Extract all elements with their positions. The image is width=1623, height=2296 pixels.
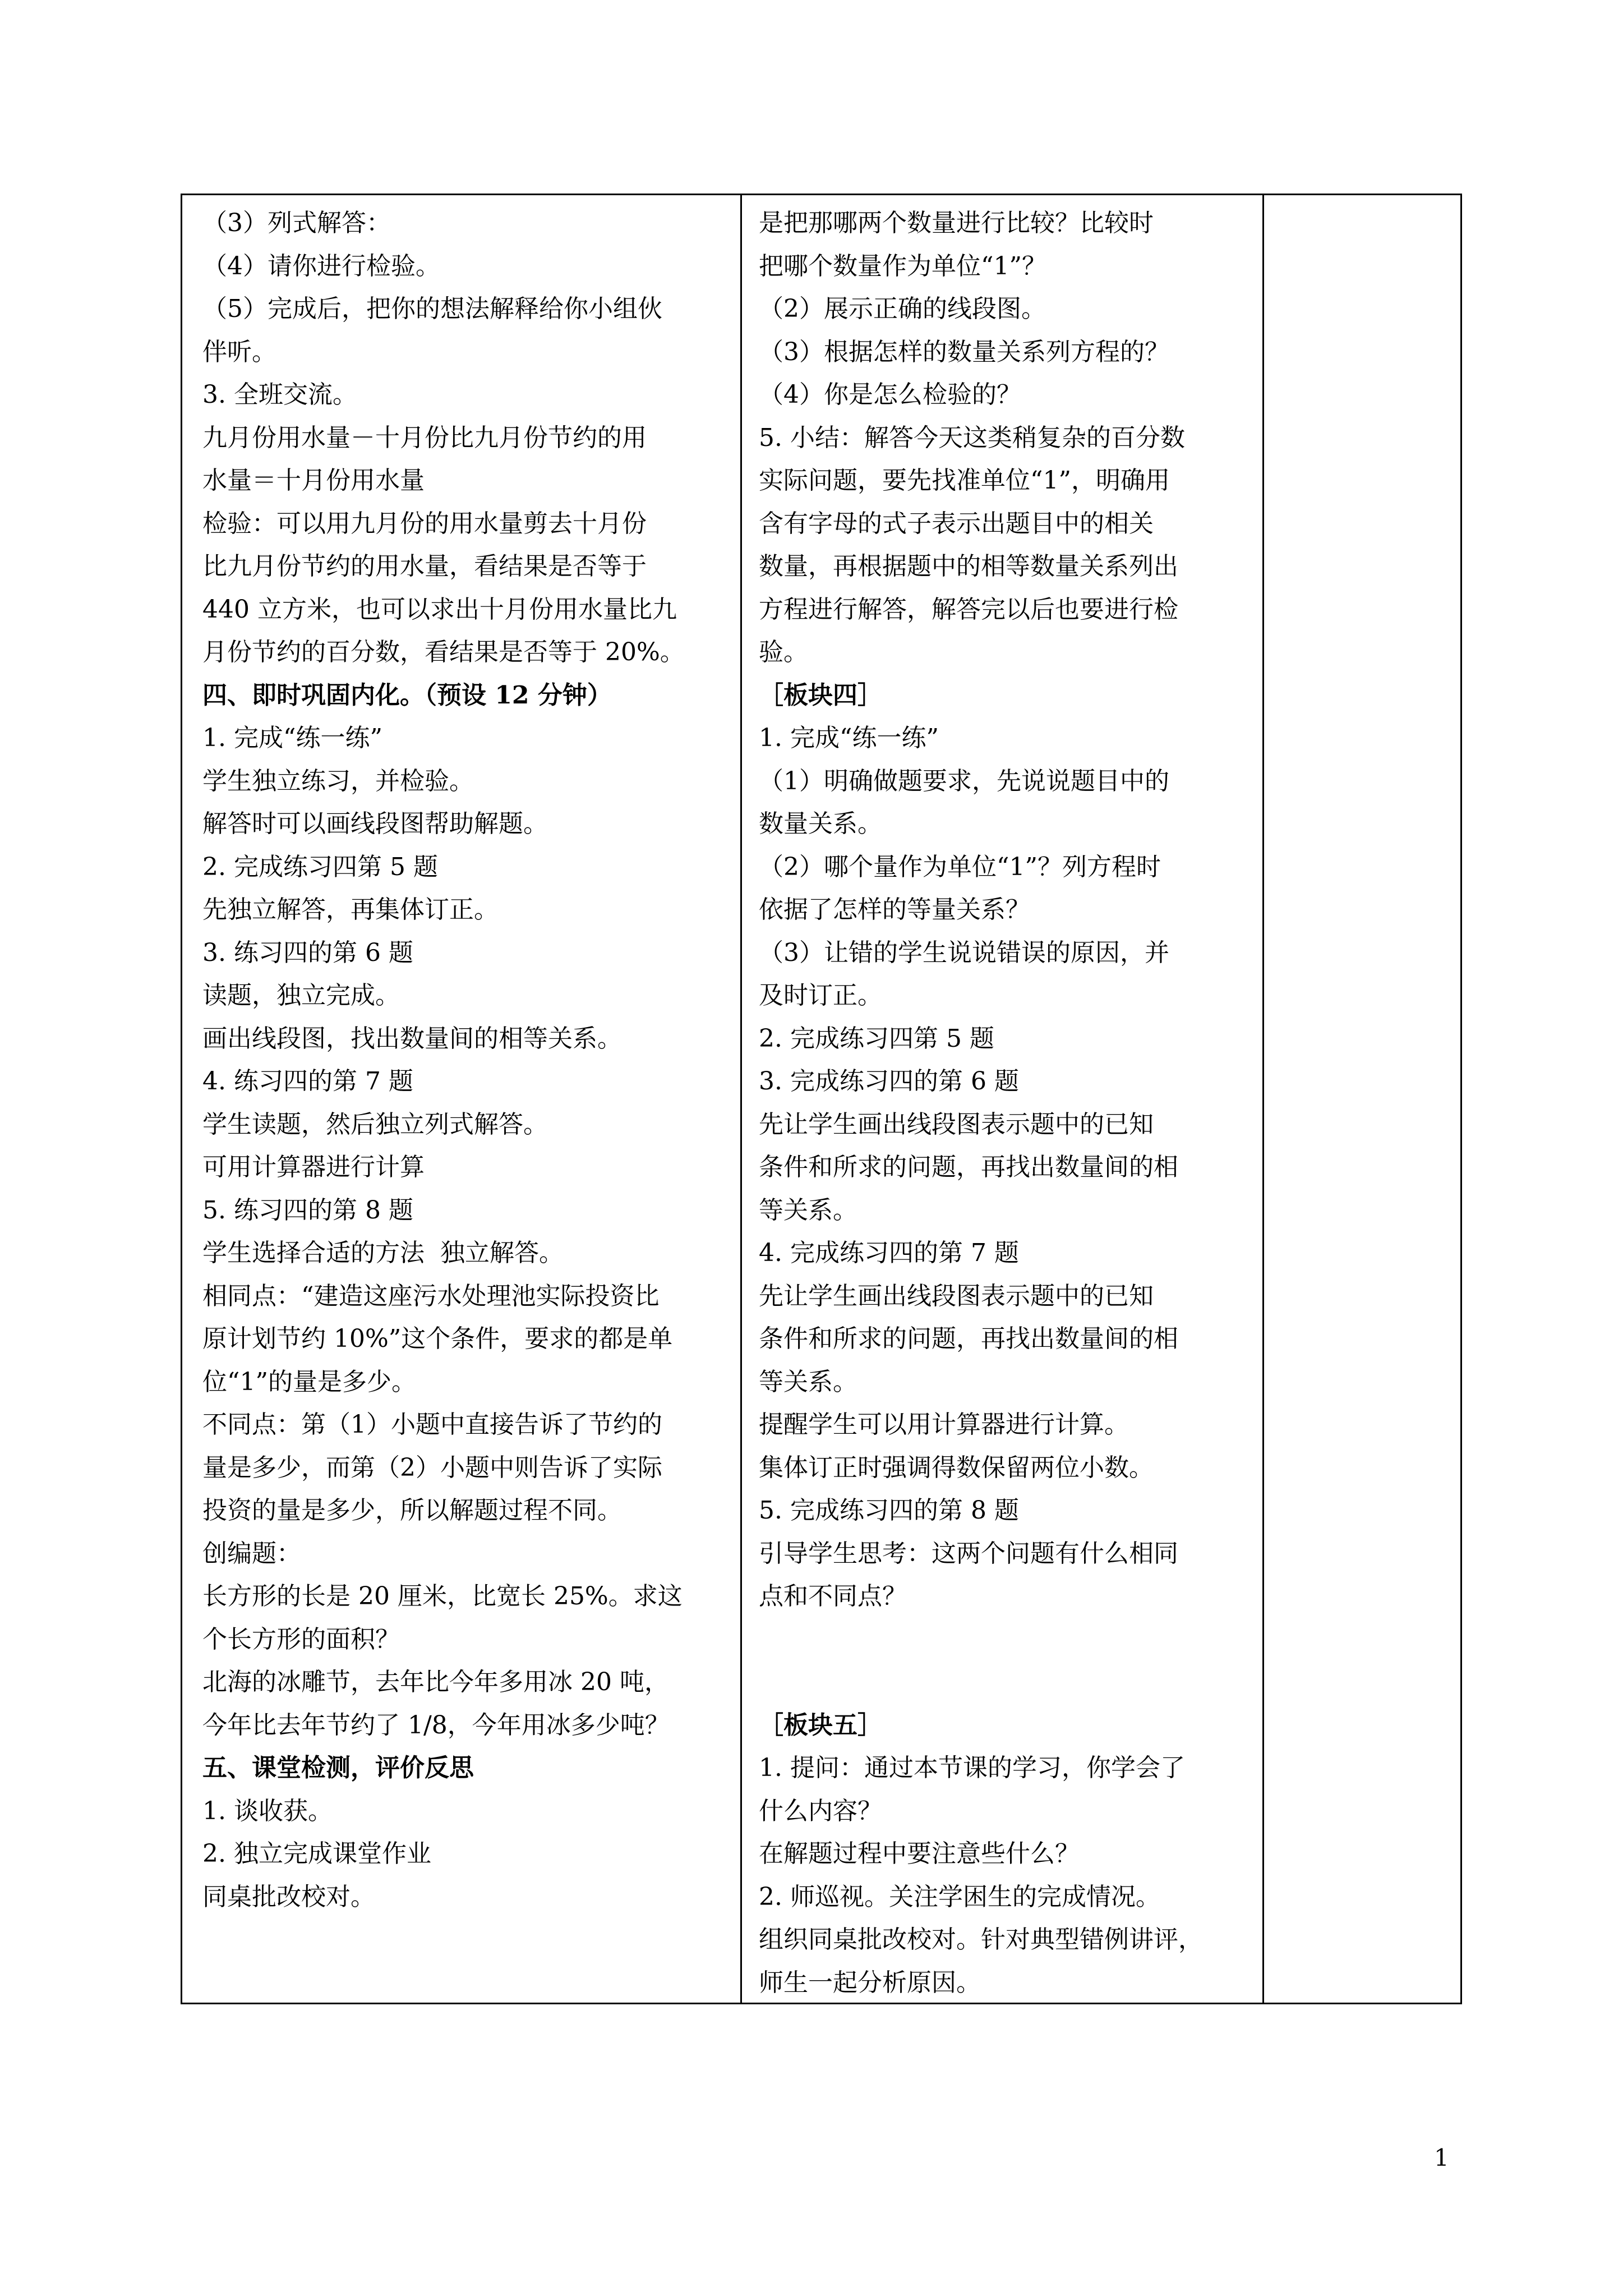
text-line: 2. 完成练习四第 5 题: [759, 1024, 994, 1053]
text-line: 条件和所求的问题，再找出数量间的相: [759, 1324, 1178, 1353]
text-line: 量是多少，而第（2）小题中则告诉了实际: [202, 1453, 662, 1482]
text-line: （5）完成后，把你的想法解释给你小组伙: [202, 295, 662, 323]
text-line: （4）你是怎么检验的？: [759, 380, 1021, 409]
page-number: 1: [1434, 2144, 1449, 2171]
text-line: ［板块五］: [759, 1710, 882, 1740]
text-line: 相同点：“建造这座污水处理池实际投资比: [202, 1281, 660, 1310]
text-line: 方程进行解答，解答完以后也要进行检: [759, 595, 1178, 624]
text-line: 提醒学生可以用计算器进行计算。: [759, 1410, 1129, 1439]
text-line: 点和不同点？: [759, 1582, 907, 1611]
text-line: 画出线段图，找出数量间的相等关系。: [202, 1024, 622, 1053]
text-line: 是把那哪两个数量进行比较？比较时: [759, 209, 1154, 237]
text-line: 学生读题，然后独立列式解答。: [202, 1110, 548, 1139]
text-line: 个长方形的面积？: [202, 1625, 400, 1654]
text-line: （4）请你进行检验。: [202, 251, 440, 280]
text-line: 440 立方米，也可以求出十月份用水量比九: [202, 595, 677, 624]
text-line: 3. 全班交流。: [202, 380, 357, 409]
text-line: 同桌批改校对。: [202, 1882, 375, 1911]
text-line: （2）展示正确的线段图。: [759, 295, 1046, 323]
text-line: 4. 练习四的第 7 题: [202, 1067, 413, 1096]
lesson-plan-table: [181, 194, 1462, 2004]
notes-column: [1264, 195, 1460, 2003]
text-line: 集体订正时强调得数保留两位小数。: [759, 1453, 1154, 1482]
text-line: 可用计算器进行计算: [202, 1153, 425, 1181]
text-line: 原计划节约 10%”这个条件，要求的都是单: [202, 1324, 673, 1353]
text-line: 先让学生画出线段图表示题中的已知: [759, 1281, 1154, 1310]
text-line: 2. 独立完成课堂作业: [202, 1839, 431, 1868]
text-line: 今年比去年节约了 1/8，今年用冰多少吨？: [202, 1710, 670, 1740]
text-line: 在解题过程中要注意些什么？: [759, 1839, 1080, 1868]
text-line: 引导学生思考：这两个问题有什么相同: [759, 1539, 1178, 1568]
text-line: 1. 完成“练一练”: [759, 724, 939, 752]
text-line: 伴听。: [202, 337, 276, 366]
text-line: 学生选择合适的方法 独立解答。: [202, 1239, 564, 1267]
text-line: 位“1”的量是多少。: [202, 1367, 416, 1396]
text-line: 验。: [759, 638, 808, 666]
text-line: 5. 练习四的第 8 题: [202, 1195, 413, 1225]
text-line: 5. 小结：解答今天这类稍复杂的百分数: [759, 423, 1185, 452]
text-line: 2. 师巡视。关注学困生的完成情况。: [759, 1882, 1160, 1911]
text-line: 3. 练习四的第 6 题: [202, 938, 413, 967]
text-line: 先独立解答，再集体订正。: [202, 895, 499, 924]
text-line: （2）哪个量作为单位“1”？列方程时: [759, 852, 1161, 881]
text-line: 1. 谈收获。: [202, 1796, 333, 1825]
text-line: 长方形的长是 20 厘米，比宽长 25%。求这: [202, 1582, 683, 1611]
text-line: （3）让错的学生说说错误的原因，并: [759, 938, 1169, 967]
text-line: 4. 完成练习四的第 7 题: [759, 1239, 1019, 1267]
text-line: 师生一起分析原因。: [759, 1968, 981, 1997]
teacher-guidance-column: [742, 195, 1264, 2003]
text-line: 条件和所求的问题，再找出数量间的相: [759, 1153, 1178, 1181]
text-line: 水量＝十月份用水量: [202, 466, 425, 495]
text-line: 九月份用水量－十月份比九月份节约的用: [202, 423, 647, 452]
text-line: 5. 完成练习四的第 8 题: [759, 1496, 1019, 1525]
text-line: 数量，再根据题中的相等数量关系列出: [759, 552, 1178, 581]
text-line: [759, 1661, 1255, 1704]
text-line: 创编题：: [202, 1539, 301, 1568]
text-line: ［板块四］: [759, 680, 882, 710]
text-line: 检验：可以用九月份的用水量剪去十月份: [202, 509, 647, 538]
text-line: （3）列式解答：: [202, 209, 391, 237]
text-line: 3. 完成练习四的第 6 题: [759, 1067, 1019, 1096]
text-line: [759, 1618, 1255, 1662]
text-line: 数量关系。: [759, 809, 882, 838]
text-line: 含有字母的式子表示出题目中的相关: [759, 509, 1154, 538]
text-line: 实际问题，要先找准单位“1”，明确用: [759, 466, 1170, 495]
text-line: 依据了怎样的等量关系？: [759, 895, 1030, 924]
text-line: 等关系。: [759, 1195, 857, 1225]
text-line: 1. 提问：通过本节课的学习，你学会了: [759, 1754, 1185, 1782]
student-activity-column: [182, 195, 742, 2003]
text-line: 把哪个数量作为单位“1”？: [759, 251, 1046, 280]
text-line: 读题，独立完成。: [202, 981, 400, 1010]
text-line: 五、课堂检测，评价反思: [202, 1754, 474, 1782]
text-line: 什么内容？: [759, 1796, 882, 1825]
text-line: 及时订正。: [759, 981, 882, 1010]
text-line: 组织同桌批改校对。针对典型错例讲评，: [759, 1925, 1203, 1954]
text-line: 1. 完成“练一练”: [202, 724, 382, 752]
text-line: 解答时可以画线段图帮助解题。: [202, 809, 548, 838]
text-line: 投资的量是多少，所以解题过程不同。: [202, 1496, 622, 1525]
text-line: 学生独立练习，并检验。: [202, 766, 474, 795]
text-line: 比九月份节约的用水量，看结果是否等于: [202, 552, 647, 581]
text-line: （3）根据怎样的数量关系列方程的？: [759, 337, 1169, 366]
text-line: 四、即时巩固内化。（预设 12 分钟）: [202, 680, 612, 710]
text-line: 不同点：第（1）小题中直接告诉了节约的: [202, 1410, 662, 1439]
text-line: 等关系。: [759, 1367, 857, 1396]
text-line: 2. 完成练习四第 5 题: [202, 852, 438, 881]
text-line: 月份节约的百分数，看结果是否等于 20%。: [202, 638, 685, 666]
text-line: 先让学生画出线段图表示题中的已知: [759, 1110, 1154, 1139]
text-line: （1）明确做题要求，先说说题目中的: [759, 766, 1169, 795]
text-line: 北海的冰雕节，去年比今年多用冰 20 吨，: [202, 1668, 669, 1696]
